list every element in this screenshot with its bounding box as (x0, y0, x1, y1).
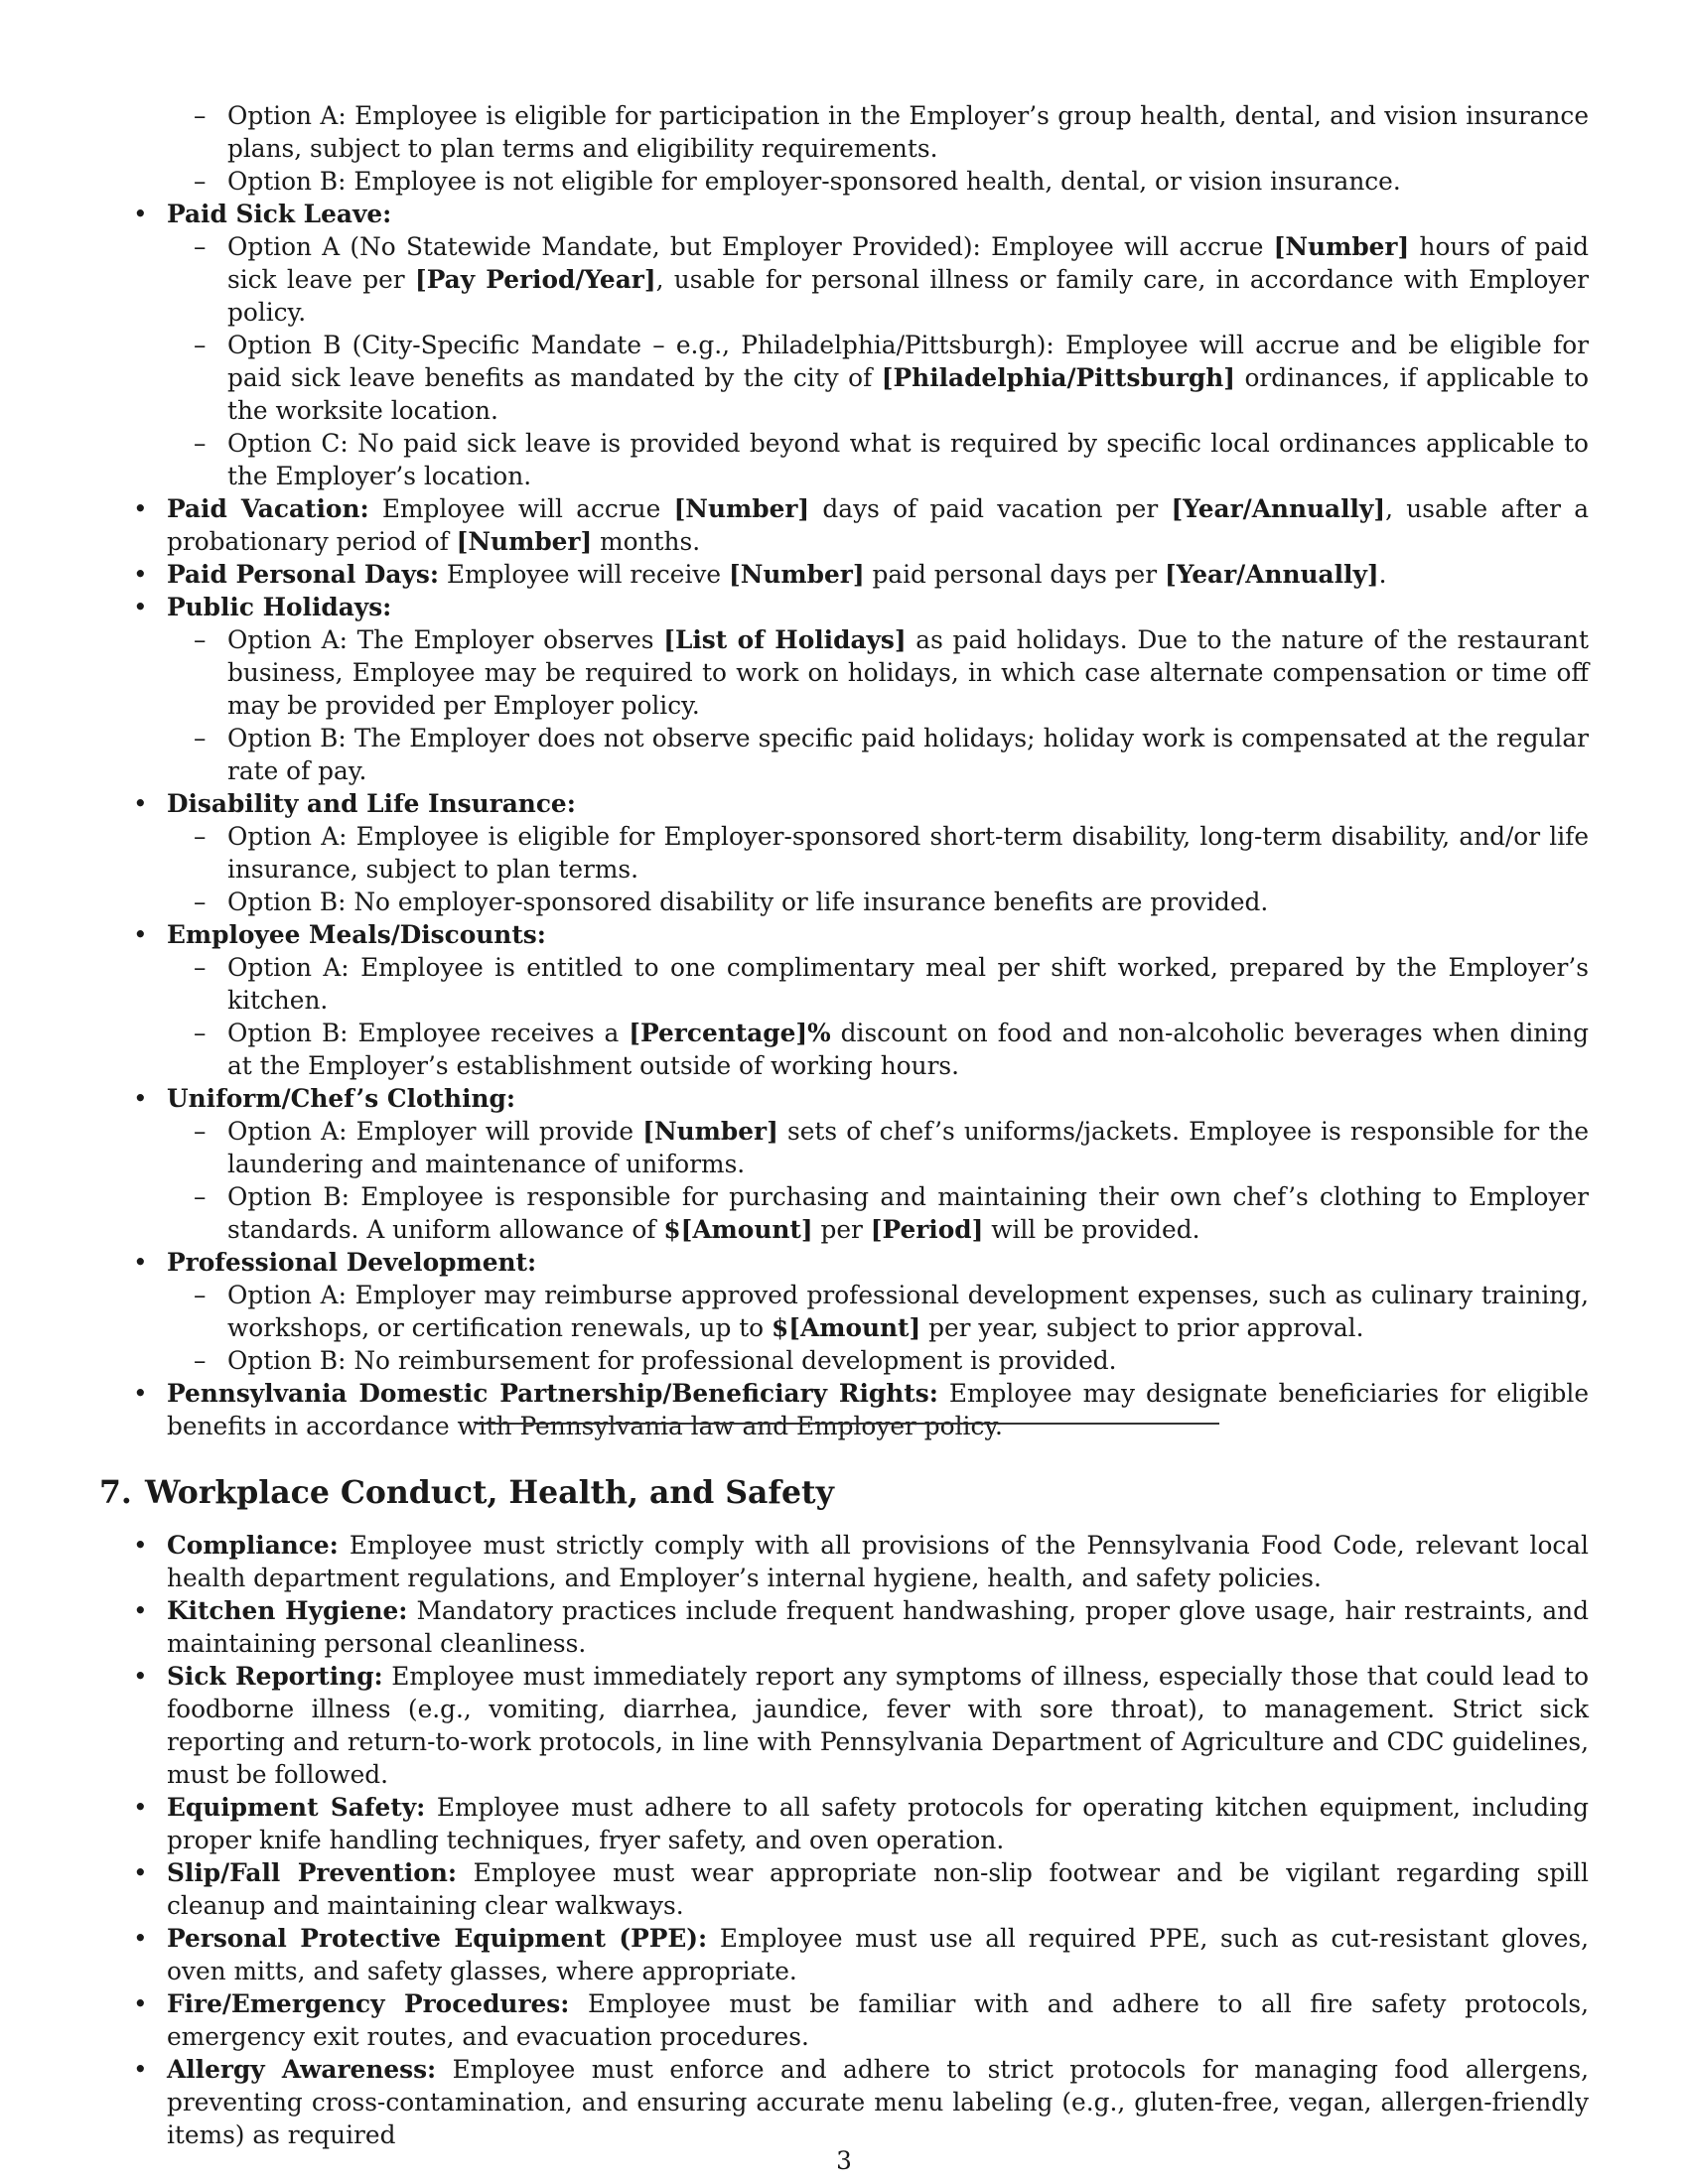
sick-leave-option-c: – Option C: No paid sick leave is provided beyond what is required by specific local ordinances applicable to the Employer’s location. (194, 429, 1589, 490)
section-7-item: • Equipment Safety: Employee must adhere to all safety protocols for operating kitchen equipment, including proper knife handling techniques, fryer safety, and oven operation. (133, 1793, 1589, 1854)
uniform-option-b: – Option B: Employee is responsible for purchasing and maintaining their own chef’s clothing to Employer standards. A uniform allowance of $[Amount] per [Period] will be provided. (194, 1182, 1589, 1244)
disability-option-b: – Option B: No employer-sponsored disability or life insurance benefits are provided. (194, 887, 1269, 916)
section-7-body (99, 1529, 1589, 2151)
section-7-item: • Allergy Awareness: Employee must enforce and adhere to strict protocols for managing food allergens, preventing cross-contamination, and ensuring accurate menu labeling (e.g., gluten-free, vegan, allergen-friendly items) as required (133, 2055, 1589, 2149)
benefits-continued (99, 99, 1589, 1442)
meals-option-b: – Option B: Employee receives a [Percentage]% discount on food and non-alcoholic beverages when dining at the Employer’s establishment outside of working hours. (194, 1019, 1589, 1080)
development-option-b: – Option B: No reimbursement for professional development is provided. (194, 1346, 1117, 1375)
development-option-a: – Option A: Employer may reimburse approved professional development expenses, such as culinary training, workshops, or certification renewals, up to $[Amount] per year, subject to prior approval. (194, 1281, 1589, 1342)
holidays-option-b: – Option B: The Employer does not observe specific paid holidays; holiday work is compensated at the regular rate of pay. (194, 724, 1589, 785)
sick-leave-option-b: – Option B (City-Specific Mandate – e.g., Philadelphia/Pittsburgh): Employee will accrue and be eligible for paid sick leave benefits as mandated by the city of [Philadelphia/Pittsburgh] ordinances, if applicable to the worksite location. (194, 331, 1590, 425)
disability-item: • Disability and Life Insurance: – Option A: Employee is eligible for Employer-sponsored short-term disability, long-term disability, and/or life insurance, subject to plan terms. – Option B: No employer-sponsored disability or life insurance benefits are provided. (133, 789, 1589, 916)
insurance-option-a: – Option A: Employee is eligible for participation in the Employer’s group health, dental, and vision insurance plans, subject to plan terms and eligibility requirements. (194, 101, 1589, 163)
section-7-heading: 7. Workplace Conduct, Health, and Safety (99, 1474, 834, 1511)
section-7-item: • Compliance: Employee must strictly comply with all provisions of the Pennsylvania Food Code, relevant local health department regulations, and Employer’s internal hygiene, health, and safety policies. (133, 1531, 1589, 1592)
section-divider (475, 1423, 1219, 1425)
holidays-item: • Public Holidays: – Option A: The Employer observes [List of Holidays] as paid holidays. Due to the nature of the restaurant business, Employee may be required to work on holidays, in which case alternate compensation or time off may be provided per Employer policy. – Option B: The Employer does not observe specific paid holidays; holiday work is compensated at the regular rate of pay. (133, 593, 1589, 785)
section-7-item: • Personal Protective Equipment (PPE): Employee must use all required PPE, such as cut-resistant gloves, oven mitts, and safety glasses, where appropriate. (133, 1924, 1590, 1985)
section-7-item: • Kitchen Hygiene: Mandatory practices include frequent handwashing, proper glove usage, hair restraints, and maintaining personal cleanliness. (133, 1596, 1590, 1658)
page-number: 3 (836, 2146, 852, 2175)
insurance-option-b: – Option B: Employee is not eligible for employer-sponsored health, dental, or vision insurance. (194, 167, 1401, 196)
uniform-option-a: – Option A: Employer will provide [Number] sets of chef’s uniforms/jackets. Employee is responsible for the laundering and maintenance of uniforms. (194, 1117, 1590, 1178)
sick-leave-item: • Paid Sick Leave: – Option A (No Statewide Mandate, but Employer Provided): Employee will accrue [Number] hours of paid sick leave per [Pay Period/Year], usable for personal illness or family care, in accordance with Employer policy. – Option B (City-Specific Mandate – e.g., Philadelphia/Pittsburgh): Employee will accrue and be eligible for paid sick leave benefits as mandated by the city of [Philadelphia/Pittsburgh] ordinances, if applicable to the worksite location. – Option C: No paid sick leave is provided beyond what is required by specific local ordinances applicable to the Employer’s location. (133, 200, 1590, 490)
insurance-options-list (167, 99, 1589, 198)
meals-item: • Employee Meals/Discounts: – Option A: Employee is entitled to one complimentary meal per shift worked, prepared by the Employer’s kitchen. – Option B: Employee receives a [Percentage]% discount on food and non-alcoholic beverages when dining at the Employer’s establishment outside of working hours. (133, 920, 1589, 1080)
section-7-item: • Fire/Emergency Procedures: Employee must be familiar with and adhere to all fire safety protocols, emergency exit routes, and evacuation procedures. (133, 1989, 1589, 2051)
development-item: • Professional Development: – Option A: Employer may reimburse approved professional development expenses, such as culinary training, workshops, or certification renewals, up to $[Amount] per year, subject to prior approval. – Option B: No reimbursement for professional development is provided. (133, 1248, 1589, 1375)
uniform-item: • Uniform/Chef’s Clothing: – Option A: Employer will provide [Number] sets of chef’s uniforms/jackets. Employee is responsible for the laundering and maintenance of uniforms. – Option B: Employee is responsible for purchasing and maintaining their own chef’s clothing to Employer standards. A uniform allowance of $[Amount] per [Period] will be provided. (133, 1084, 1590, 1244)
personal-days-item: • Paid Personal Days: Employee will receive [Number] paid personal days per [Year/Annually]. (133, 560, 1387, 589)
holidays-option-a: – Option A: The Employer observes [List of Holidays] as paid holidays. Due to the nature of the restaurant business, Employee may be required to work on holidays, in which case alternate compensation or time off may be provided per Employer policy. (194, 625, 1589, 720)
sick-leave-option-a: – Option A (No Statewide Mandate, but Employer Provided): Employee will accrue [Number] hours of paid sick leave per [Pay Period/Year], usable for personal illness or family care, in accordance with Employer policy. (194, 232, 1589, 327)
benefits-list (99, 198, 1589, 1442)
partnership-item: • Pennsylvania Domestic Partnership/Beneficiary Rights: Employee may designate beneficiaries for eligible benefits in accordance with Pennsylvania law and Employer policy. (133, 1379, 1590, 1440)
section-7-list (99, 1529, 1589, 2151)
vacation-item: • Paid Vacation: Employee will accrue [Number] days of paid vacation per [Year/Annually], usable after a probationary period of [Number] months. (133, 494, 1590, 556)
meals-option-a: – Option A: Employee is entitled to one complimentary meal per shift worked, prepared by the Employer’s kitchen. (194, 953, 1589, 1015)
section-7-item: • Slip/Fall Prevention: Employee must wear appropriate non-slip footwear and be vigilant regarding spill cleanup and maintaining clear walkways. (133, 1858, 1589, 1920)
section-7-item: • Sick Reporting: Employee must immediately report any symptoms of illness, especially those that could lead to foodborne illness (e.g., vomiting, diarrhea, jaundice, fever with sore throat), to management. Strict sick reporting and return-to-work protocols, in line with Pennsylvania Department of Agriculture and CDC guidelines, must be followed. (133, 1662, 1589, 1789)
disability-option-a: – Option A: Employee is eligible for Employer-sponsored short-term disability, long-term disability, and/or life insurance, subject to plan terms. (194, 822, 1589, 884)
